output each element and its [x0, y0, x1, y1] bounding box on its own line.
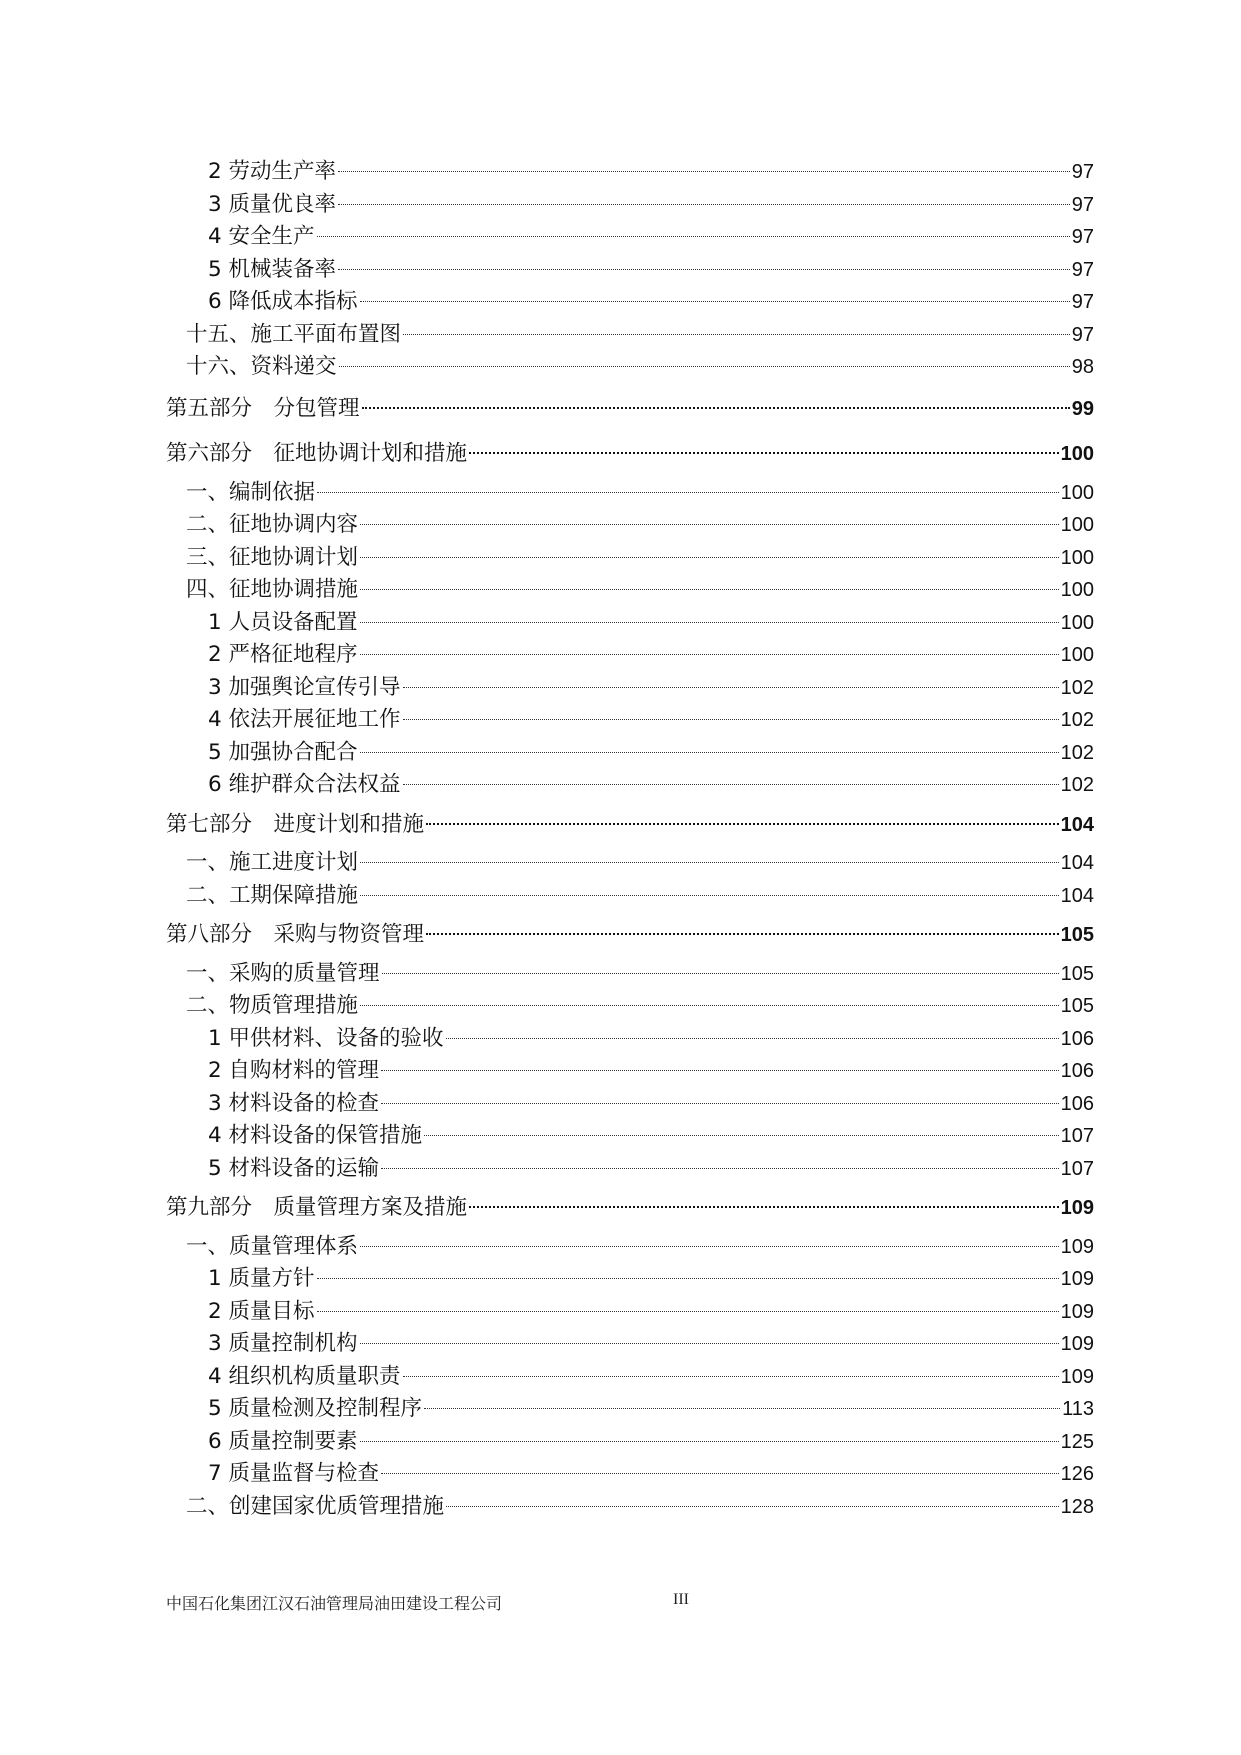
toc-entry-title: 3 材料设备的检查	[208, 1090, 380, 1116]
toc-entry-page-number: 102	[1060, 709, 1094, 731]
dot-leader	[381, 1168, 1059, 1169]
toc-entry-title: 1 人员设备配置	[208, 609, 358, 635]
toc-entry-title: 十六、资料递交	[186, 354, 337, 379]
toc-subsection-entry[interactable]	[166, 1055, 1094, 1088]
toc-entry-title: 一、编制依据	[186, 479, 316, 505]
toc-entry-page-number: 106	[1060, 1060, 1094, 1082]
dot-leader	[360, 589, 1059, 590]
toc-entry-title: 一、质量管理体系	[186, 1233, 359, 1259]
dot-leader	[403, 334, 1070, 335]
dot-leader	[446, 1506, 1059, 1507]
footer-page-number: III	[673, 1591, 689, 1608]
toc-section-entry[interactable]	[166, 509, 1094, 542]
toc-entry-title: 二、工期保障措施	[186, 882, 359, 908]
dot-leader	[360, 557, 1059, 558]
toc-entry-page-number: 109	[1060, 1365, 1094, 1388]
toc-entry-page-number: 105	[1060, 924, 1094, 946]
dot-leader	[403, 1376, 1059, 1377]
toc-subsection-entry[interactable]	[166, 769, 1094, 802]
dot-leader	[317, 492, 1059, 493]
dot-leader	[360, 654, 1059, 655]
dot-leader	[362, 407, 1070, 409]
dot-leader	[403, 719, 1059, 720]
toc-entry-page-number: 97	[1071, 258, 1094, 281]
toc-entry-page-number: 100	[1060, 481, 1094, 504]
toc-subsection-entry[interactable]	[166, 737, 1094, 770]
toc-subsection-entry[interactable]	[166, 639, 1094, 672]
toc-subsection-entry[interactable]	[166, 156, 1094, 189]
table-of-contents	[166, 156, 1094, 1523]
toc-entry-page-number: 109	[1060, 1333, 1094, 1355]
toc-subsection-entry[interactable]	[166, 1153, 1094, 1186]
toc-entry-title: 2 自购材料的管理	[208, 1058, 380, 1083]
toc-entry-page-number: 105	[1060, 962, 1094, 985]
toc-entry-title: 十五、施工平面布置图	[186, 321, 402, 347]
toc-entry-page-number: 102	[1060, 741, 1094, 764]
dot-leader	[317, 1311, 1059, 1312]
dot-leader	[424, 1135, 1059, 1136]
toc-entry-title: 四、征地协调措施	[186, 577, 359, 602]
toc-entry-page-number: 100	[1060, 611, 1094, 634]
dot-leader	[360, 862, 1059, 863]
toc-subsection-entry[interactable]	[166, 221, 1094, 254]
dot-leader	[469, 452, 1059, 454]
toc-subsection-entry[interactable]	[166, 1120, 1094, 1153]
toc-subsection-entry[interactable]	[166, 1393, 1094, 1426]
dot-leader	[469, 1206, 1059, 1208]
dot-leader	[360, 524, 1059, 525]
dot-leader	[338, 171, 1070, 172]
toc-subsection-entry[interactable]	[166, 286, 1094, 319]
toc-entry-page-number: 104	[1060, 884, 1094, 907]
toc-entry-page-number: 97	[1071, 226, 1094, 248]
dot-leader	[339, 366, 1070, 367]
toc-section-entry[interactable]	[166, 990, 1094, 1023]
toc-part-heading[interactable]	[166, 386, 1094, 432]
toc-entry-title: 1 甲供材料、设备的验收	[208, 1025, 444, 1051]
toc-entry-page-number: 100	[1060, 644, 1094, 666]
toc-entry-page-number: 104	[1060, 813, 1094, 836]
dot-leader	[382, 973, 1059, 974]
dot-leader	[317, 236, 1070, 237]
toc-entry-title: 3 质量优良率	[208, 191, 337, 217]
toc-subsection-entry[interactable]	[166, 1426, 1094, 1459]
toc-entry-title: 3 加强舆论宣传引导	[208, 674, 401, 700]
toc-entry-page-number: 109	[1060, 1268, 1094, 1290]
toc-section-entry[interactable]	[166, 542, 1094, 575]
toc-entry-page-number: 97	[1071, 193, 1094, 216]
toc-entry-page-number: 107	[1060, 1125, 1094, 1147]
toc-subsection-entry[interactable]	[166, 1263, 1094, 1296]
toc-part-heading[interactable]	[166, 1185, 1094, 1231]
toc-subsection-entry[interactable]	[166, 189, 1094, 222]
toc-entry-page-number: 100	[1060, 514, 1094, 536]
toc-entry-title: 7 质量监督与检查	[208, 1461, 380, 1486]
dot-leader	[317, 1278, 1059, 1279]
toc-entry-title: 二、创建国家优质管理措施	[186, 1493, 445, 1519]
toc-entry-title: 一、施工进度计划	[186, 850, 359, 875]
toc-part-heading[interactable]	[166, 431, 1094, 477]
toc-entry-title: 一、采购的质量管理	[186, 960, 380, 986]
dot-leader	[360, 622, 1059, 623]
toc-entry-page-number: 99	[1071, 397, 1094, 420]
dot-leader	[338, 269, 1070, 270]
dot-leader	[381, 1473, 1059, 1474]
dot-leader	[360, 1246, 1059, 1247]
toc-subsection-entry[interactable]	[166, 1023, 1094, 1056]
toc-entry-page-number: 125	[1060, 1430, 1094, 1453]
toc-subsection-entry[interactable]	[166, 607, 1094, 640]
dot-leader	[360, 752, 1059, 753]
toc-section-entry[interactable]	[166, 574, 1094, 607]
toc-subsection-entry[interactable]	[166, 254, 1094, 287]
toc-entry-title: 第九部分 质量管理方案及措施	[166, 1195, 468, 1220]
dot-leader	[360, 301, 1070, 302]
toc-entry-page-number: 102	[1060, 676, 1094, 699]
toc-entry-page-number: 109	[1060, 1235, 1094, 1258]
toc-section-entry[interactable]	[166, 1491, 1094, 1524]
toc-entry-title: 5 机械装备率	[208, 256, 337, 282]
toc-subsection-entry[interactable]	[166, 1361, 1094, 1394]
toc-subsection-entry[interactable]	[166, 1458, 1094, 1491]
toc-entry-page-number: 100	[1060, 546, 1094, 569]
toc-entry-title: 2 劳动生产率	[208, 159, 337, 184]
toc-entry-page-number: 109	[1060, 1300, 1094, 1323]
dot-leader	[424, 1408, 1060, 1409]
toc-entry-page-number: 105	[1060, 995, 1094, 1017]
toc-entry-title: 4 安全生产	[208, 224, 315, 249]
toc-entry-title: 第八部分 采购与物资管理	[166, 922, 425, 947]
dot-leader	[360, 1005, 1059, 1006]
toc-entry-title: 6 质量控制要素	[208, 1428, 358, 1454]
toc-entry-page-number: 100	[1060, 443, 1094, 465]
dot-leader	[403, 784, 1059, 785]
toc-entry-page-number: 100	[1060, 579, 1094, 601]
toc-entry-title: 4 组织机构质量职责	[208, 1363, 401, 1389]
toc-entry-page-number: 113	[1062, 1398, 1094, 1420]
page-footer	[166, 1591, 1094, 1621]
toc-entry-page-number: 98	[1071, 356, 1094, 378]
toc-section-entry[interactable]	[166, 1231, 1094, 1264]
toc-entry-title: 2 严格征地程序	[208, 642, 358, 667]
toc-entry-title: 5 加强协合配合	[208, 739, 358, 765]
toc-entry-title: 6 维护群众合法权益	[208, 772, 401, 797]
toc-entry-title: 4 材料设备的保管措施	[208, 1123, 423, 1148]
footer-company-name: 中国石化集团江汉石油管理局油田建设工程公司	[166, 1594, 503, 1613]
toc-subsection-entry[interactable]	[166, 672, 1094, 705]
toc-section-entry[interactable]	[166, 847, 1094, 880]
toc-entry-page-number: 104	[1060, 852, 1094, 874]
toc-entry-title: 5 材料设备的运输	[208, 1155, 380, 1181]
dot-leader	[446, 1038, 1059, 1039]
toc-entry-page-number: 97	[1071, 323, 1094, 346]
toc-entry-title: 5 质量检测及控制程序	[208, 1396, 423, 1421]
dot-leader	[426, 933, 1059, 935]
toc-entry-title: 第五部分 分包管理	[166, 395, 360, 421]
toc-part-heading[interactable]	[166, 912, 1094, 958]
dot-leader	[360, 1343, 1059, 1344]
toc-section-entry[interactable]	[166, 880, 1094, 913]
toc-part-heading[interactable]	[166, 802, 1094, 848]
dot-leader	[360, 1441, 1059, 1442]
toc-entry-title: 2 质量目标	[208, 1298, 315, 1324]
toc-entry-page-number: 126	[1060, 1463, 1094, 1485]
toc-entry-title: 三、征地协调计划	[186, 544, 359, 570]
toc-entry-title: 二、征地协调内容	[186, 512, 359, 537]
toc-section-entry[interactable]	[166, 319, 1094, 352]
toc-entry-page-number: 97	[1071, 291, 1094, 313]
toc-entry-title: 3 质量控制机构	[208, 1331, 358, 1356]
dot-leader	[381, 1070, 1059, 1071]
toc-section-entry[interactable]	[166, 958, 1094, 991]
dot-leader	[426, 823, 1059, 825]
toc-entry-title: 第七部分 进度计划和措施	[166, 811, 425, 837]
toc-entry-page-number: 107	[1060, 1157, 1094, 1180]
dot-leader	[338, 204, 1070, 205]
toc-entry-page-number: 109	[1060, 1197, 1094, 1219]
toc-section-entry[interactable]	[166, 351, 1094, 384]
toc-entry-page-number: 106	[1060, 1092, 1094, 1115]
toc-entry-page-number: 102	[1060, 774, 1094, 796]
toc-subsection-entry[interactable]	[166, 1328, 1094, 1361]
toc-entry-page-number: 128	[1060, 1495, 1094, 1518]
toc-subsection-entry[interactable]	[166, 1088, 1094, 1121]
dot-leader	[381, 1103, 1059, 1104]
toc-section-entry[interactable]	[166, 477, 1094, 510]
toc-entry-title: 1 质量方针	[208, 1266, 315, 1291]
toc-entry-title: 4 依法开展征地工作	[208, 707, 401, 732]
toc-entry-page-number: 106	[1060, 1027, 1094, 1050]
dot-leader	[360, 895, 1059, 896]
toc-subsection-entry[interactable]	[166, 704, 1094, 737]
toc-entry-title: 第六部分 征地协调计划和措施	[166, 441, 468, 466]
toc-entry-title: 二、物质管理措施	[186, 993, 359, 1018]
dot-leader	[403, 687, 1059, 688]
toc-entry-title: 6 降低成本指标	[208, 289, 358, 314]
toc-entry-page-number: 97	[1071, 161, 1094, 183]
toc-subsection-entry[interactable]	[166, 1296, 1094, 1329]
